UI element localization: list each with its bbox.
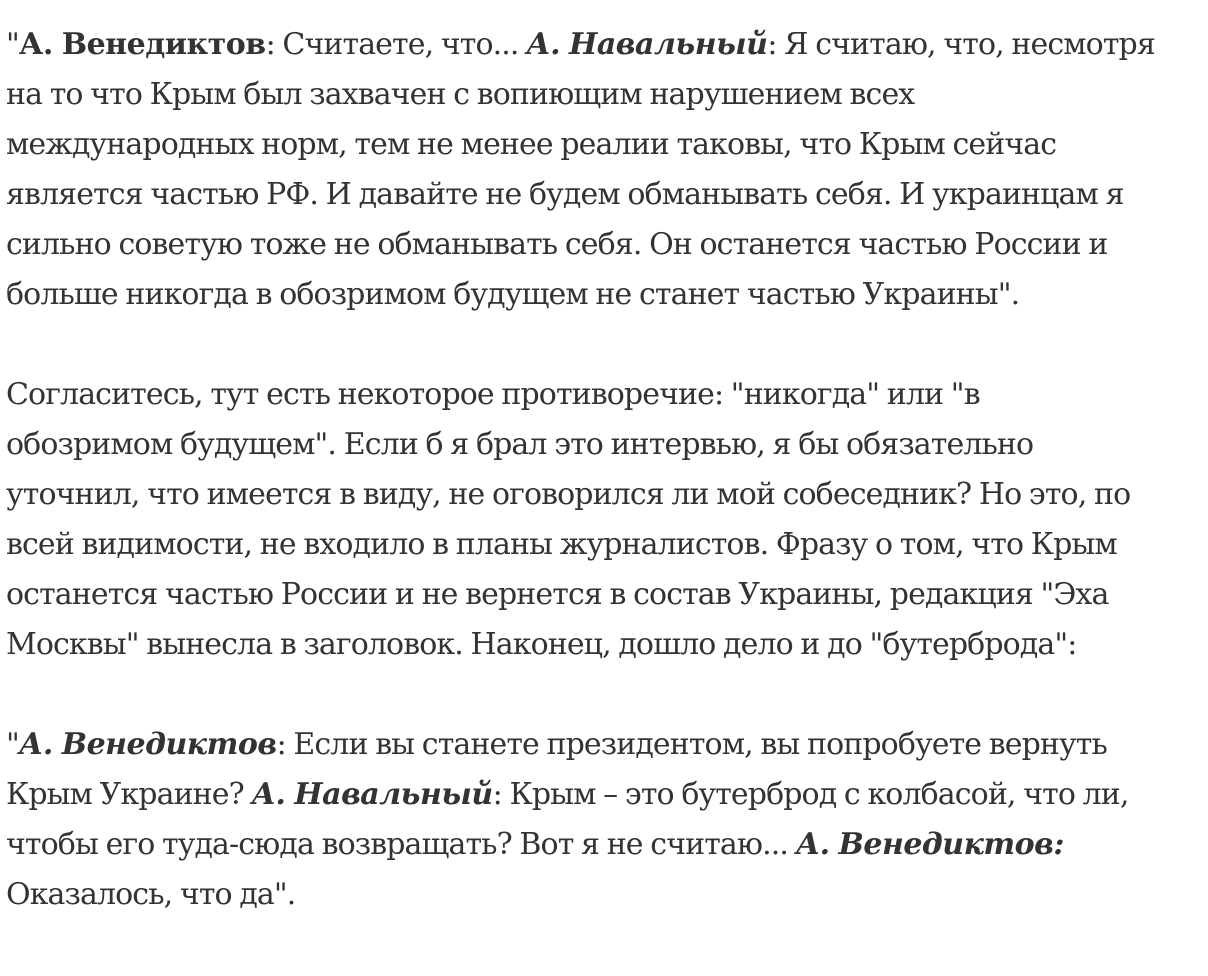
text-line: Оказалось, что да".	[6, 877, 296, 912]
speech-text: чтобы его туда-сюда возвращать? Вот я не считаю...	[6, 827, 796, 862]
text-line: останется частью России и не вернется в состав Украины, редакция "Эха	[6, 577, 1109, 612]
speech-text: : Если вы станете президентом, вы попробуете вернуть	[276, 727, 1107, 762]
speech-text: : Крым – это бутерброд с колбасой, что ли,	[492, 777, 1129, 812]
paragraph-2	[6, 370, 1206, 670]
text-line: на то что Крым был захвачен с вопиющим нарушением всех	[6, 77, 915, 112]
speech-text: : Я считаю, что, несмотря	[767, 27, 1155, 62]
text-line: уточнил, что имеется в виду, не оговорился ли мой собеседник? Но это, по	[6, 477, 1131, 512]
text-line: международных норм, тем не менее реалии таковы, что Крым сейчас	[6, 127, 1057, 162]
text-line	[6, 820, 1206, 870]
paragraph-3	[6, 720, 1206, 920]
text-line: Согласитесь, тут есть некоторое противоречие: "никогда" или "в	[6, 377, 980, 412]
quote-mark: "	[6, 27, 19, 62]
text-line: всей видимости, не входило в планы журналистов. Фразу о том, что Крым	[6, 527, 1117, 562]
speaker-venediktov: А. Венедиктов:	[795, 827, 1064, 862]
speaker-venediktov: А. Венедиктов	[18, 27, 266, 62]
speaker-navalny: А. Навальный	[251, 777, 493, 812]
text-line: обозримом будущем". Если б я брал это интервью, я бы обязательно	[6, 427, 1034, 462]
text-line	[6, 770, 1206, 820]
article-body	[6, 20, 1206, 920]
text-line: является частью РФ. И давайте не будем обманывать себя. И украинцам я	[6, 177, 1124, 212]
text-line: сильно советую тоже не обманывать себя. Он останется частью России и	[6, 227, 1108, 262]
speaker-venediktov: А. Венедиктов	[18, 727, 277, 762]
paragraph-1	[6, 20, 1206, 320]
text-line: больше никогда в обозримом будущем не станет частью Украины".	[6, 277, 1020, 312]
quote-mark: "	[6, 727, 19, 762]
speaker-navalny: А. Навальный	[526, 27, 768, 62]
text-line	[6, 720, 1206, 770]
text-line: Москвы" вынесла в заголовок. Наконец, дошло дело и до "бутерброда":	[6, 627, 1077, 662]
speech-text: : Считаете, что...	[265, 27, 527, 62]
speech-text: Крым Украине?	[6, 777, 252, 812]
text-line	[6, 20, 1206, 70]
